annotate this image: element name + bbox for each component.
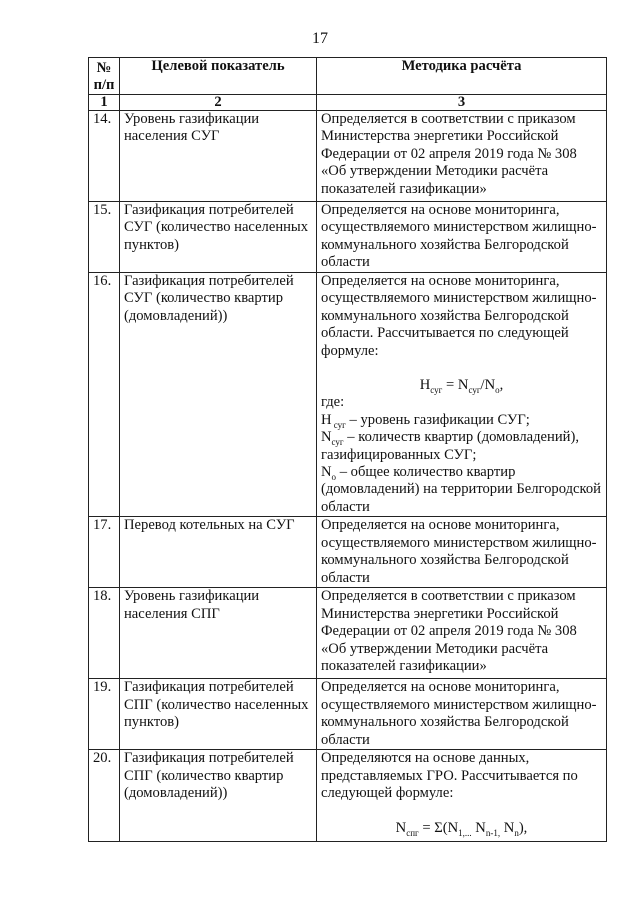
row-method: Определяется на основе мониторинга, осуществляемого министерством жилищно-коммунального хозяйства Белгородской области xyxy=(317,679,607,750)
row-number: 20. xyxy=(89,750,120,842)
column-number-row xyxy=(89,95,607,111)
column-number: 1 xyxy=(89,95,120,111)
indicators-table xyxy=(88,57,607,842)
row-method: Определяется на основе мониторинга, осуществляемого министерством жилищно-коммунального хозяйства Белгородской области xyxy=(317,202,607,273)
row-method: Определяется в соответствии с приказом Министерства энергетики Российской Федерации от 02 апреля 2019 года № 308 «Об утверждении Методики расчёта показателей газификации» xyxy=(317,111,607,202)
row-indicator: Газификация потребителей СПГ (количество квартир (домовладений)) xyxy=(120,750,317,842)
table-row xyxy=(89,588,607,679)
row-number: 18. xyxy=(89,588,120,679)
formula: $N_{спг} = \Sigma(N_{1,...}$ $N_{n-1,}$ $N_n$), xyxy=(395,819,528,838)
row-method: Определяется на основе мониторинга, осуществляемого министерством жилищно-коммунального хозяйства Белгородской области xyxy=(317,517,607,588)
page-number: 17 xyxy=(312,30,328,47)
row-indicator: Газификация потребителей СПГ (количество населенных пунктов) xyxy=(120,679,317,750)
table-row xyxy=(89,202,607,273)
column-number: 3 xyxy=(317,95,607,111)
row-number: 15. xyxy=(89,202,120,273)
formula: $Н_{суг} = N_{суг}/N_о$, xyxy=(419,377,504,395)
formula-definition: Н $_{суг}$ – уровень газификации СУГ; xyxy=(321,411,530,430)
row-method xyxy=(317,750,607,842)
header-indicator: Целевой показатель xyxy=(120,58,317,95)
row-indicator: Перевод котельных на СУГ xyxy=(120,517,317,588)
row-indicator: Газификация потребителей СУГ (количество населенных пунктов) xyxy=(120,202,317,273)
row-number: 16. xyxy=(89,273,120,517)
row-number: 17. xyxy=(89,517,120,588)
method-intro: Определяется на основе мониторинга, осуществляемого министерством жилищно-коммунального хозяйства Белгородской области. Рассчитывается по следующей формуле: xyxy=(321,273,597,359)
table-row xyxy=(89,517,607,588)
row-method: Определяется в соответствии с приказом Министерства энергетики Российской Федерации от 02 апреля 2019 года № 308 «Об утверждении Методики расчёта показателей газификации» xyxy=(317,588,607,679)
row-indicator: Уровень газификации населения СУГ xyxy=(120,111,317,202)
formula-definition: $N_о$ – общее количество квартир (домовладений) на территории Белгородской области xyxy=(321,464,601,515)
table-row xyxy=(89,679,607,750)
where-label: где: xyxy=(321,394,345,411)
row-number: 19. xyxy=(89,679,120,750)
table-row xyxy=(89,750,607,842)
row-number: 14. xyxy=(89,111,120,202)
header-method: Методика расчёта xyxy=(317,58,607,95)
row-indicator: Уровень газификации населения СПГ xyxy=(120,588,317,679)
row-method xyxy=(317,273,607,517)
table-row xyxy=(89,111,607,202)
formula-definition: $N_{суг}$ – количеств квартир (домовладений), газифицированных СУГ; xyxy=(321,429,579,463)
row-indicator: Газификация потребителей СУГ (количество квартир (домовладений)) xyxy=(120,273,317,517)
header-num: № п/п xyxy=(89,58,120,95)
column-number: 2 xyxy=(120,95,317,111)
table-header-row xyxy=(89,58,607,95)
table-row xyxy=(89,273,607,517)
method-intro: Определяются на основе данных, представляемых ГРО. Рассчитывается по следующей формуле: xyxy=(321,750,578,802)
